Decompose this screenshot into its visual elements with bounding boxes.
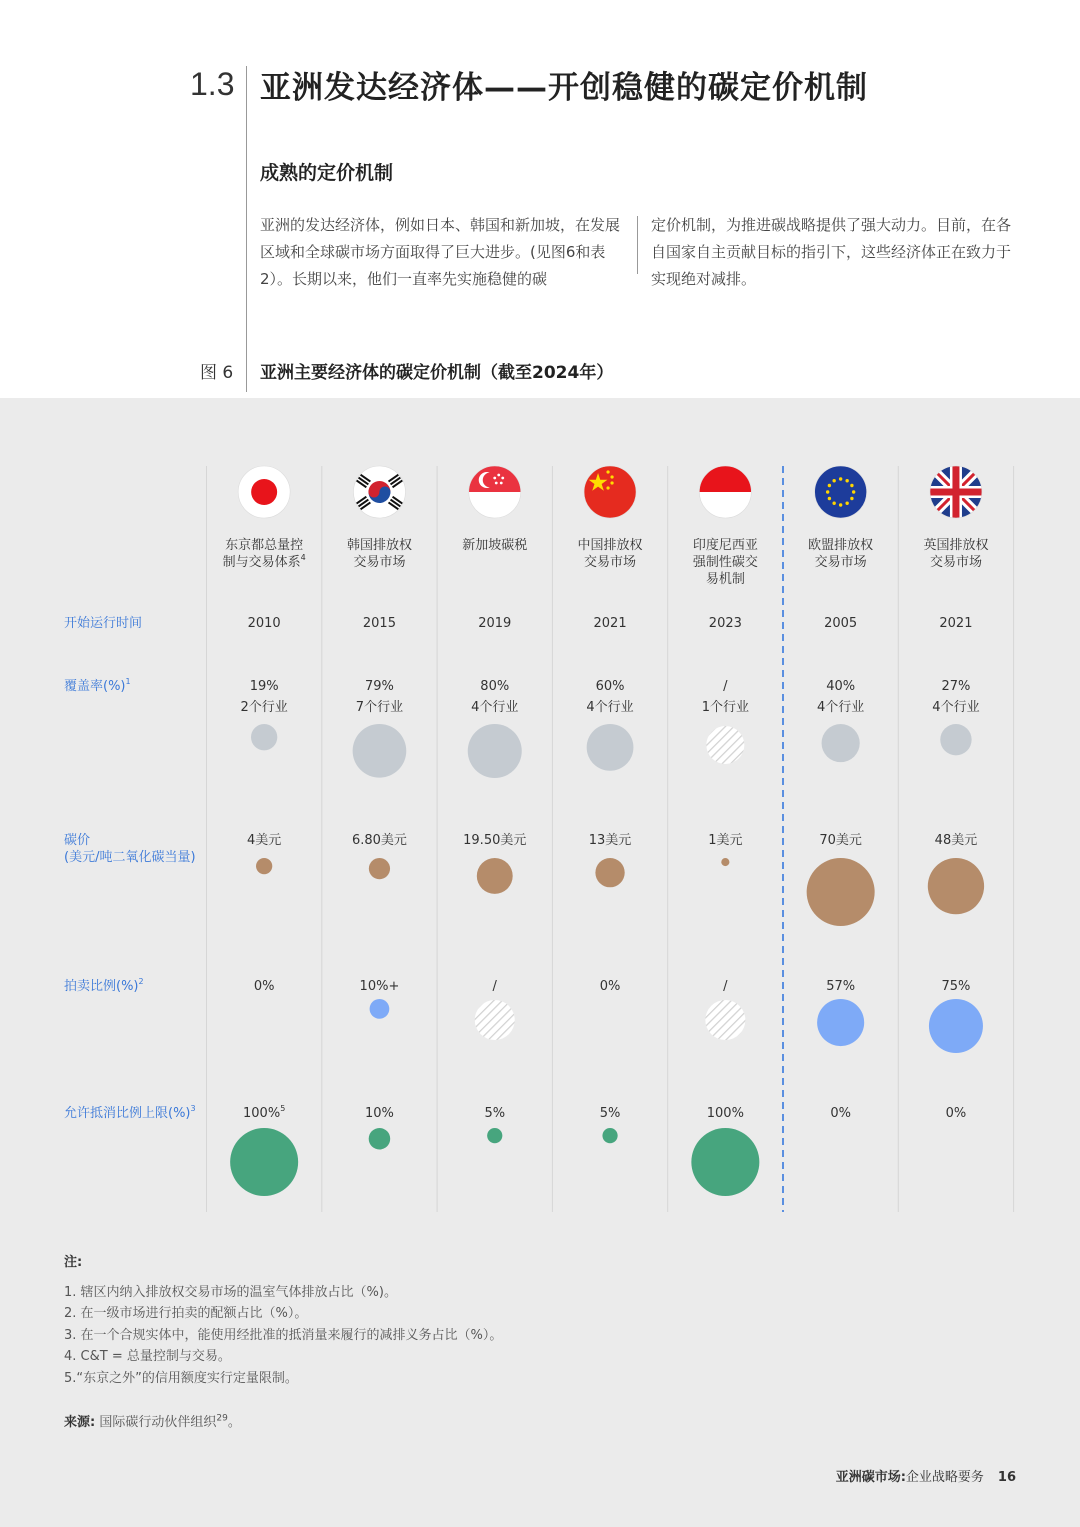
offset-value: 100%$^5$ bbox=[243, 1104, 286, 1121]
price-bubble bbox=[369, 858, 390, 879]
source-tail: 。 bbox=[227, 1415, 241, 1430]
row-label: 允许抵消比例上限(%)$^3$ bbox=[64, 1104, 196, 1121]
offset-bubble bbox=[369, 1128, 391, 1150]
offset-value: 5% bbox=[599, 1106, 621, 1121]
auction-bubble bbox=[705, 1000, 745, 1040]
market-name: 新加坡碳税 bbox=[462, 538, 528, 553]
price-value: 70美元 bbox=[819, 833, 862, 848]
price-value: 4美元 bbox=[247, 833, 282, 848]
auction-bubble bbox=[370, 999, 390, 1019]
paragraph-right: 定价机制，为推进碳战略提供了强大动力。目前，在各自国家自主贡献目标的指引下，这些经济体正在致力于实现绝对减排。 bbox=[651, 216, 1012, 288]
china-flag-icon bbox=[584, 466, 636, 518]
coverage-bubble bbox=[822, 724, 860, 762]
source-label: 来源: bbox=[64, 1415, 96, 1430]
row-label-sub: (美元/吨二氧化碳当量) bbox=[64, 850, 196, 865]
market-name: 东京都总量控 bbox=[225, 538, 304, 553]
uk-flag-icon bbox=[930, 466, 982, 518]
row-label: 碳价 bbox=[64, 833, 91, 848]
coverage-bubble bbox=[587, 724, 634, 771]
row-label: 拍卖比例(%)$^2$ bbox=[64, 977, 144, 994]
korea-flag-icon bbox=[353, 466, 405, 518]
japan-flag-icon bbox=[238, 466, 290, 518]
offset-bubble bbox=[691, 1128, 759, 1196]
auction-value: 0% bbox=[253, 979, 275, 994]
auction-bubble bbox=[475, 1000, 515, 1040]
price-value: 6.80美元 bbox=[351, 833, 407, 848]
coverage-value: 79% bbox=[364, 679, 394, 694]
price-bubble bbox=[807, 858, 875, 926]
note-item: 2. 在一级市场进行拍卖的配额占比（%）。 bbox=[64, 1306, 308, 1321]
market-name: 制与交易体系$^4$ bbox=[222, 553, 306, 570]
offset-value: 0% bbox=[830, 1106, 851, 1121]
source-sup: 29 bbox=[216, 1413, 228, 1424]
row-label: 覆盖率(%)$^1$ bbox=[64, 677, 131, 694]
offset-bubble bbox=[602, 1128, 617, 1143]
market-name: 英国排放权 bbox=[923, 538, 989, 553]
source-text: 国际碳行动伙伴组织 bbox=[99, 1415, 217, 1430]
offset-bubble bbox=[487, 1128, 502, 1143]
market-name: 印度尼西亚 bbox=[692, 538, 758, 553]
coverage-bubble bbox=[706, 726, 744, 764]
price-value: 19.50美元 bbox=[463, 833, 527, 848]
price-bubble bbox=[928, 858, 984, 914]
auction-value: / bbox=[723, 979, 728, 994]
sector-count: 2个行业 bbox=[240, 700, 288, 715]
auction-value: 0% bbox=[599, 979, 621, 994]
source bbox=[64, 1411, 241, 1430]
offset-value: 5% bbox=[484, 1106, 506, 1121]
start-year: 2005 bbox=[824, 616, 858, 631]
start-year: 2023 bbox=[708, 616, 742, 631]
sector-count: 4个行业 bbox=[471, 700, 519, 715]
notes bbox=[64, 1252, 502, 1389]
sector-count: 1个行业 bbox=[701, 700, 749, 715]
singapore-flag-icon bbox=[469, 466, 521, 518]
start-year: 2021 bbox=[939, 616, 973, 631]
footer-subtitle: 企业战略要务 bbox=[905, 1470, 984, 1485]
page-title: 亚洲发达经济体——开创稳健的碳定价机制 bbox=[260, 70, 868, 106]
offset-value: 0% bbox=[945, 1106, 967, 1121]
market-name: 交易市场 bbox=[814, 555, 867, 570]
price-value: 13美元 bbox=[588, 833, 632, 848]
sector-count: 7个行业 bbox=[355, 700, 404, 715]
price-bubble bbox=[721, 858, 729, 866]
coverage-bubble bbox=[940, 724, 971, 755]
coverage-value: / bbox=[723, 679, 728, 694]
market-name: 交易市场 bbox=[929, 555, 982, 570]
sector-count: 4个行业 bbox=[586, 700, 634, 715]
market-name: 欧盟排放权 bbox=[808, 538, 874, 553]
price-value: 48美元 bbox=[934, 833, 978, 848]
paragraph-left: 亚洲的发达经济体，例如日本、韩国和新加坡，在发展区域和全球碳市场方面取得了巨大进步。(见图6和表2）。长期以来，他们一直率先实施稳健的碳 bbox=[260, 216, 621, 288]
sector-count: 4个行业 bbox=[817, 700, 865, 715]
coverage-value: 60% bbox=[595, 679, 625, 694]
page-number: 16 bbox=[997, 1470, 1016, 1485]
footer bbox=[836, 1466, 1016, 1485]
price-value: 1美元 bbox=[708, 833, 743, 848]
auction-bubble bbox=[929, 999, 983, 1053]
start-year: 2019 bbox=[478, 616, 512, 631]
note-item: 5.“东京之外”的信用额度实行定量限制。 bbox=[64, 1370, 298, 1386]
market-name: 易机制 bbox=[705, 572, 745, 587]
footer-publication: 亚洲碳市场: bbox=[835, 1470, 906, 1485]
note-item: 4. C&T = 总量控制与交易。 bbox=[64, 1349, 231, 1364]
auction-value: / bbox=[492, 979, 497, 994]
coverage-bubble bbox=[353, 724, 407, 778]
section-number: 1.3 bbox=[190, 66, 235, 102]
eu-flag-icon bbox=[815, 466, 867, 518]
subheading: 成熟的定价机制 bbox=[260, 162, 394, 184]
coverage-value: 27% bbox=[941, 679, 971, 694]
offset-bubble bbox=[230, 1128, 298, 1196]
market-name: 韩国排放权 bbox=[346, 538, 412, 553]
sector-count: 4个行业 bbox=[932, 700, 980, 715]
notes-heading: 注: bbox=[64, 1255, 83, 1270]
coverage-value: 40% bbox=[826, 679, 856, 694]
auction-value: 10%+ bbox=[359, 979, 400, 994]
auction-value: 75% bbox=[941, 979, 971, 994]
coverage-value: 19% bbox=[249, 679, 279, 694]
auction-value: 57% bbox=[826, 979, 856, 994]
start-year: 2010 bbox=[247, 616, 281, 631]
offset-value: 10% bbox=[364, 1106, 394, 1121]
market-name: 交易市场 bbox=[584, 555, 637, 570]
price-bubble bbox=[595, 858, 624, 887]
market-name: 中国排放权 bbox=[577, 538, 643, 553]
offset-value: 100% bbox=[706, 1106, 744, 1121]
note-item: 1. 辖区内纳入排放权交易市场的温室气体排放占比（%)。 bbox=[64, 1284, 397, 1300]
price-bubble bbox=[256, 858, 272, 874]
figure-title: 亚洲主要经济体的碳定价机制（截至2024年） bbox=[260, 363, 614, 383]
figure-number: 图 6 bbox=[200, 363, 234, 383]
market-name: 强制性碳交 bbox=[692, 555, 758, 570]
auction-bubble bbox=[817, 999, 864, 1046]
coverage-bubble bbox=[468, 724, 522, 778]
note-item: 3. 在一个合规实体中，能使用经批准的抵消量来履行的减排义务占比（%）。 bbox=[64, 1327, 503, 1343]
market-name: 交易市场 bbox=[353, 555, 406, 570]
indonesia-flag-icon bbox=[699, 466, 751, 518]
row-label: 开始运行时间 bbox=[64, 616, 143, 631]
coverage-value: 80% bbox=[480, 679, 510, 694]
start-year: 2021 bbox=[593, 616, 627, 631]
coverage-bubble bbox=[251, 724, 277, 750]
start-year: 2015 bbox=[362, 616, 396, 631]
price-bubble bbox=[477, 858, 513, 894]
